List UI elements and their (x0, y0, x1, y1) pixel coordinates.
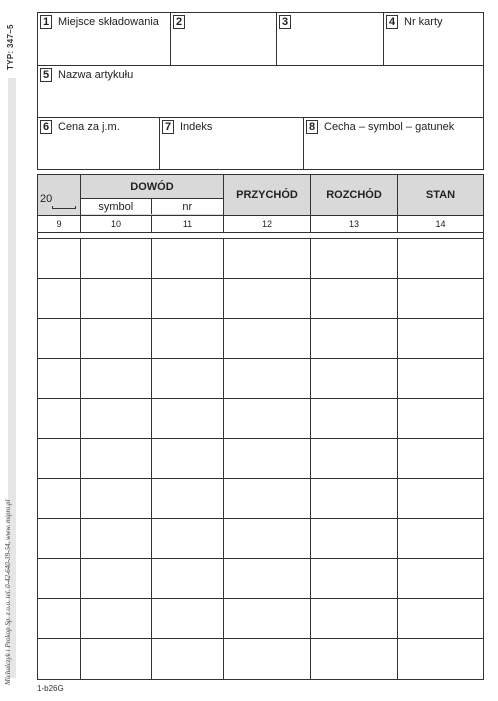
cell-doc-number[interactable] (152, 479, 224, 518)
table-body (38, 239, 483, 679)
field-number: 1 (40, 15, 52, 29)
table-row (38, 319, 483, 359)
table-row (38, 399, 483, 439)
cell-year[interactable] (38, 479, 81, 518)
cell-expenditure[interactable] (311, 399, 398, 438)
field-number: 2 (173, 15, 185, 29)
cell-income[interactable] (224, 559, 311, 598)
cell-doc-number[interactable] (152, 519, 224, 558)
cell-balance[interactable] (398, 279, 483, 318)
cell-balance[interactable] (398, 479, 483, 518)
column-number: 10 (81, 216, 152, 232)
cell-year[interactable] (38, 399, 81, 438)
header-row-1 (38, 13, 483, 66)
cell-expenditure[interactable] (311, 319, 398, 358)
cell-doc-symbol[interactable] (81, 479, 152, 518)
cell-balance[interactable] (398, 239, 483, 278)
field-number: 5 (40, 68, 52, 82)
field-number: 6 (40, 120, 52, 134)
cell-doc-number[interactable] (152, 639, 224, 679)
field-label: Cecha – symbol – gatunek (324, 121, 455, 133)
year-prefix: 20 (40, 193, 53, 205)
field-label: Miejsce składowania (58, 16, 159, 28)
form-code: 1-b26G (37, 684, 64, 693)
cell-doc-symbol[interactable] (81, 439, 152, 478)
cell-doc-number[interactable] (152, 279, 224, 318)
cell-doc-symbol[interactable] (81, 279, 152, 318)
column-number-row (38, 216, 483, 233)
document-column-header (81, 175, 224, 215)
cell-balance[interactable] (398, 319, 483, 358)
cell-doc-symbol[interactable] (81, 559, 152, 598)
cell-year[interactable] (38, 239, 81, 278)
cell-income[interactable] (224, 439, 311, 478)
cell-income[interactable] (224, 399, 311, 438)
table-row (38, 359, 483, 399)
field-label: Nazwa artykułu (58, 69, 134, 81)
cell-doc-symbol[interactable] (81, 359, 152, 398)
cell-income[interactable] (224, 479, 311, 518)
cell-doc-symbol[interactable] (81, 519, 152, 558)
cell-doc-number[interactable] (152, 319, 224, 358)
field-number: 4 (386, 15, 398, 29)
year-blank (52, 206, 76, 209)
cell-income[interactable] (224, 639, 311, 679)
cell-income[interactable] (224, 279, 311, 318)
printer-credit: Michalczyk i Prokop Sp. z o.o. tel. 0-42-640-39-54, www. mipro.pl (4, 499, 12, 685)
cell-year[interactable] (38, 319, 81, 358)
field-label: Nr karty (404, 16, 443, 28)
cell-doc-symbol[interactable] (81, 319, 152, 358)
cell-year[interactable] (38, 519, 81, 558)
form-type-code: TYP: 347–5 (6, 24, 15, 70)
document-subheaders (81, 199, 223, 214)
cell-income[interactable] (224, 239, 311, 278)
cell-doc-symbol[interactable] (81, 399, 152, 438)
header-fields (37, 12, 484, 170)
field-index[interactable] (160, 118, 304, 169)
cell-expenditure[interactable] (311, 639, 398, 679)
cell-expenditure[interactable] (311, 359, 398, 398)
cell-expenditure[interactable] (311, 279, 398, 318)
column-number: 14 (435, 219, 446, 229)
document-symbol-header: symbol (81, 199, 152, 214)
field-article-name[interactable] (38, 66, 483, 117)
cell-expenditure[interactable] (311, 439, 398, 478)
cell-doc-symbol[interactable] (81, 239, 152, 278)
table-row (38, 279, 483, 319)
income-column-header: PRZYCHÓD (224, 175, 311, 215)
document-title: DOWÓD (81, 175, 223, 199)
column-number: 11 (152, 216, 224, 232)
cell-doc-number[interactable] (152, 359, 224, 398)
field-number: 3 (279, 15, 291, 29)
cell-year[interactable] (38, 639, 81, 679)
cell-doc-symbol[interactable] (81, 599, 152, 638)
cell-doc-number[interactable] (152, 559, 224, 598)
cell-year[interactable] (38, 559, 81, 598)
table-row (38, 559, 483, 599)
field-unit-price[interactable] (38, 118, 160, 169)
field-number: 8 (306, 120, 318, 134)
cell-year[interactable] (38, 279, 81, 318)
cell-doc-number[interactable] (152, 399, 224, 438)
field-card-number[interactable] (384, 13, 483, 65)
cell-year[interactable] (38, 599, 81, 638)
cell-balance[interactable] (398, 559, 483, 598)
cell-income[interactable] (224, 519, 311, 558)
cell-year[interactable] (38, 439, 81, 478)
cell-balance[interactable] (398, 599, 483, 638)
cell-income[interactable] (224, 359, 311, 398)
cell-expenditure[interactable] (311, 479, 398, 518)
header-row-2 (38, 66, 483, 118)
field-feature-symbol-grade[interactable] (304, 118, 483, 169)
field-storage-location[interactable] (38, 13, 171, 65)
table-header (38, 175, 483, 216)
cell-expenditure[interactable] (311, 559, 398, 598)
cell-doc-number[interactable] (152, 599, 224, 638)
cell-balance[interactable] (398, 359, 483, 398)
cell-income[interactable] (224, 319, 311, 358)
ledger-table (37, 174, 484, 680)
cell-year[interactable] (38, 359, 81, 398)
cell-balance[interactable] (398, 519, 483, 558)
cell-expenditure[interactable] (311, 519, 398, 558)
cell-doc-symbol[interactable] (81, 639, 152, 679)
column-number: 13 (311, 216, 398, 232)
field-2[interactable] (171, 13, 277, 65)
cell-expenditure[interactable] (311, 599, 398, 638)
field-label: Indeks (180, 121, 213, 133)
field-label: Cena za j.m. (58, 121, 120, 133)
table-row (38, 239, 483, 279)
cell-balance[interactable] (398, 439, 483, 478)
expenditure-column-header: ROZCHÓD (311, 175, 398, 215)
column-number: 12 (224, 216, 311, 232)
table-row (38, 599, 483, 639)
cell-doc-number[interactable] (152, 239, 224, 278)
cell-income[interactable] (224, 599, 311, 638)
header-row-3 (38, 118, 483, 169)
document-number-header: nr (182, 200, 193, 213)
cell-balance[interactable] (398, 639, 483, 679)
table-row (38, 479, 483, 519)
cell-doc-number[interactable] (152, 439, 224, 478)
table-row (38, 519, 483, 559)
balance-column-header: STAN (425, 189, 456, 201)
year-column-header (38, 175, 81, 215)
table-row (38, 439, 483, 479)
field-number: 7 (162, 120, 174, 134)
table-row (38, 639, 483, 679)
column-number: 9 (38, 216, 81, 232)
cell-balance[interactable] (398, 399, 483, 438)
cell-expenditure[interactable] (311, 239, 398, 278)
field-3[interactable] (277, 13, 384, 65)
